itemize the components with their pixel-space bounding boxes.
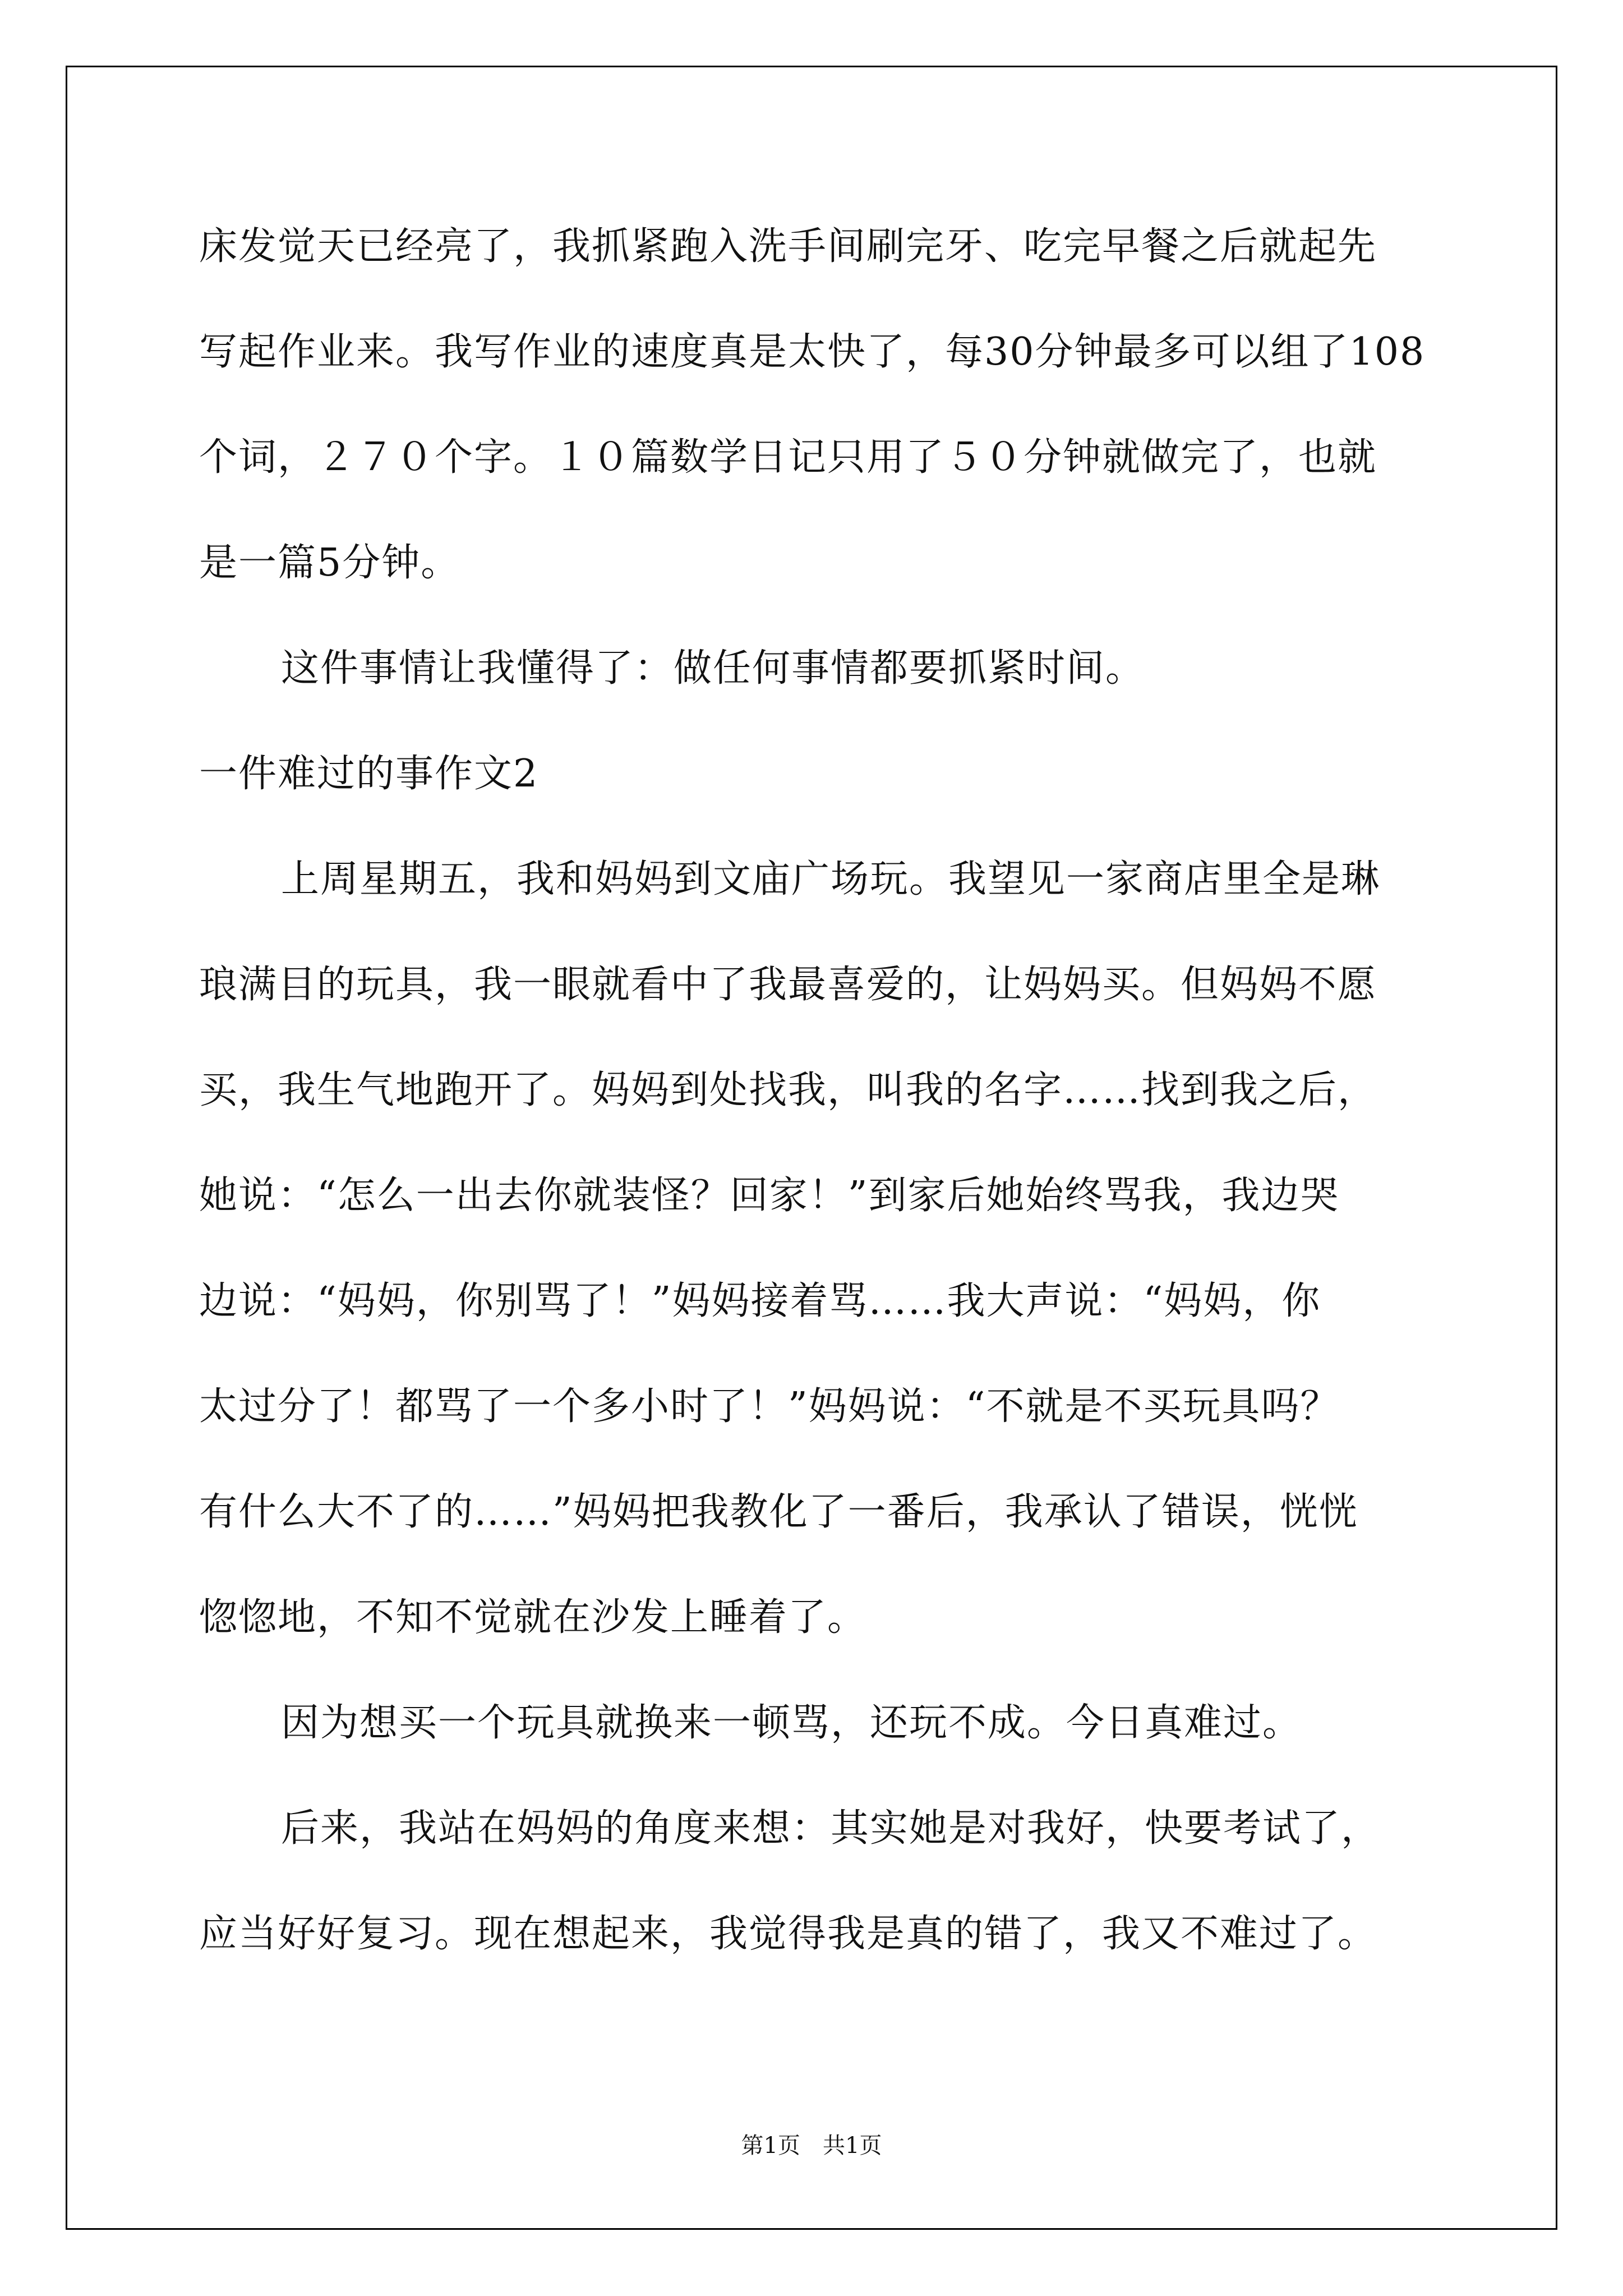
text-line: 太过分了！都骂了一个多小时了！”妈妈说：“不就是不买玩具吗？ [199,1384,1340,1429]
paragraph-line: 后来，我站在妈妈的角度来想：其实她是对我好，快要考试了， [281,1806,1381,1851]
text-line: 个词，２７０个字。１０篇数学日记只用了５０分钟就做完了，也就 [199,435,1377,480]
text-line: 惚惚地，不知不觉就在沙发上睡着了。 [199,1595,867,1640]
paragraph-line: 因为想买一个玩具就换来一顿骂，还玩不成。今日真难过。 [281,1701,1302,1745]
text-line: 有什么大不了的……”妈妈把我教化了一番后，我承认了错误，恍恍 [199,1490,1358,1534]
text-line: 琅满目的玩具，我一眼就看中了我最喜爱的，让妈妈买。但妈妈不愿 [199,963,1377,1007]
text-line: 她说：“怎么一出去你就装怪？回家！”到家后她始终骂我，我边哭 [199,1174,1340,1218]
text-line: 应当好好复习。现在想起来，我觉得我是真的错了，我又不难过了。 [199,1912,1377,1956]
paragraph-line: 上周星期五，我和妈妈到文庙广场玩。我望见一家商店里全是琳 [281,857,1381,901]
paragraph-line: 这件事情让我懂得了：做任何事情都要抓紧时间。 [281,646,1145,691]
page-number: 第1页 共1页 [741,2133,882,2159]
text-line: 买，我生气地跑开了。妈妈到处找我，叫我的名字……找到我之后， [199,1068,1377,1112]
text-line: 床发觉天已经亮了，我抓紧跑入洗手间刷完牙、吃完早餐之后就起先 [199,224,1377,269]
section-heading: 一件难过的事作文2 [199,752,539,796]
text-line: 写起作业来。我写作业的速度真是太快了，每30分钟最多可以组了108 [199,330,1426,374]
text-line: 是一篇5分钟。 [199,541,460,585]
text-line: 边说：“妈妈，你别骂了！”妈妈接着骂……我大声说：“妈妈，你 [199,1279,1321,1323]
